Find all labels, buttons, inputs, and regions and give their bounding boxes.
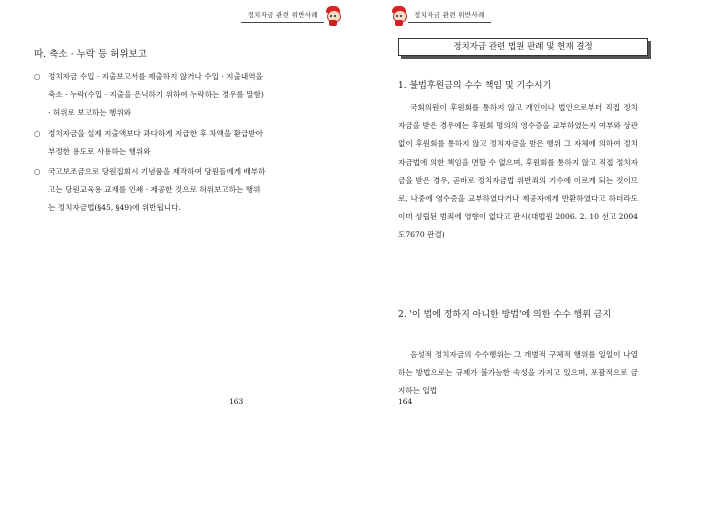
running-title: 정치자금 관련 위반사례: [408, 8, 491, 23]
section-title: 따. 축소 · 누락 등 허위보고: [34, 49, 147, 60]
left-page: [0, 0, 356, 509]
list-item: [34, 163, 266, 218]
bullet-circle-icon: ○: [34, 72, 41, 81]
list-item: [34, 68, 266, 123]
subsection-heading: 2. '이 법에 정하지 아니한 방법'에 의한 수수 행위 금지: [398, 310, 612, 320]
body-paragraph: 음성적 정치자금의 수수행위는 그 개별적 구체적 행위를 일일이 나열하는 방법으로는 규제가 불가능한 속성을 가지고 있으며, 포괄적으로 금지하는 입법: [398, 350, 638, 396]
mascot-icon: [324, 4, 342, 26]
right-running-header: [390, 4, 491, 26]
list-item-text: 정치자금을 실제 지출액보다 과다하게 지급한 후 차액을 환급받아 부정한 용도로 사용하는 행위와: [48, 128, 263, 156]
page-gutter: [356, 0, 364, 509]
subsection-heading: 1. 불법후원금의 수수 책임 및 기수시기: [398, 81, 552, 91]
page-number: 163: [229, 397, 244, 406]
bullet-circle-icon: ○: [34, 128, 41, 138]
body-paragraph: 국회의원이 후원회를 통하지 않고 개인이나 법인으로부터 직접 정치자금을 받은 경우에는 후원회 명의의 영수증을 교부하였는지 여부와 상관없이 후원회를 통하지 않고 정치자금을 받은 행위 그 자체에 의하여 정치자금법에 의한 책임을 면할 수 없으며, 후원회를 통하지 않고 직접 정치자금을 받은 경우, 곧바로 정치자금법 위반죄의 기수에 이르게 되는 것이므로, 나중에 영수증을 교부하였다거나 제공자에게 반환하였다고 하더라도 이미 성립된 범죄에 영향이 없다고 판시(대법원 2006. 2. 10 선고 2004도7670 판결): [398, 103, 638, 240]
bullet-circle-icon: ○: [34, 167, 41, 177]
list-item: [34, 125, 266, 161]
right-page: [364, 0, 720, 509]
left-running-header: [241, 4, 342, 26]
violation-list: [34, 68, 266, 220]
chapter-box-title: 정치자금 관련 법원 판례 및 헌재 결정: [398, 38, 648, 56]
list-item-text: 국고보조금으로 당원집회시 기념품을 제작하여 당원들에게 배부하고는 당원교육용 교재를 인쇄 · 제공한 것으로 허위보고하는 행위는 정치자금법(§45, §49)에 위반됩니다.: [48, 167, 266, 213]
mascot-icon: [390, 4, 408, 26]
running-title: 정치자금 관련 위반사례: [241, 8, 324, 23]
page-number: 164: [398, 397, 413, 406]
list-item-text: 정치자금 수입 · 지출보고서를 제출하지 않거나 수입 · 지출내역을 축소 · 누락(수입 · 지출을 은닉하기 위하여 누락하는 경우를 말함) · 허위로 보고하는 행위와: [48, 72, 264, 118]
